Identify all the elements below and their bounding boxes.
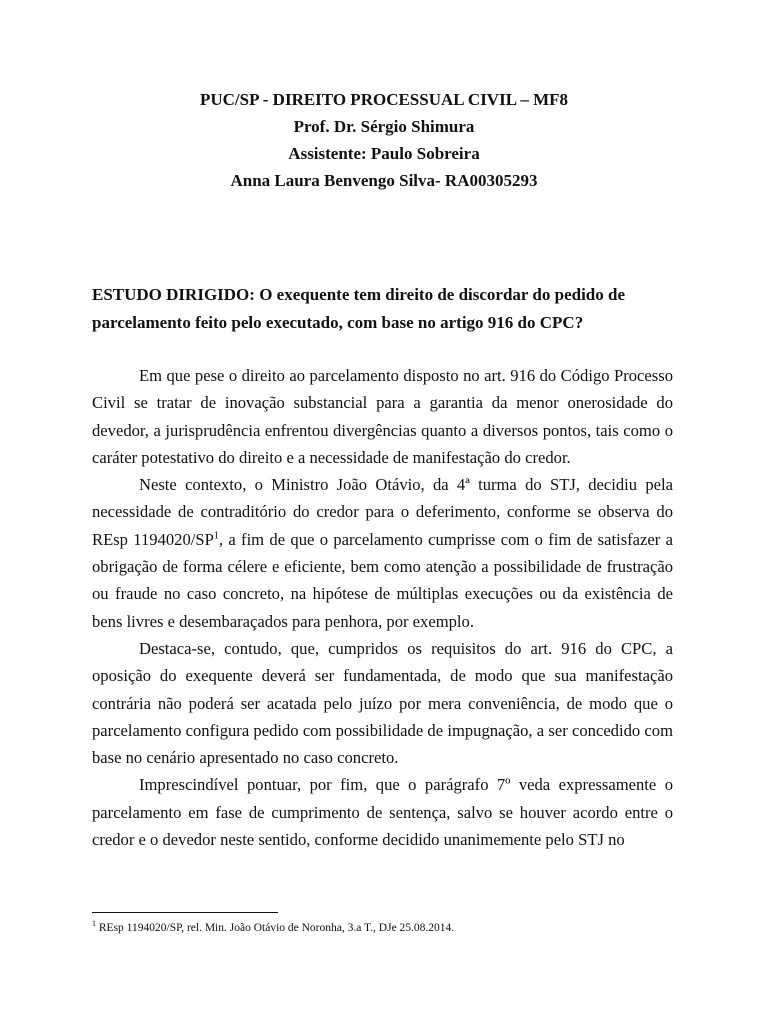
paragraph-4: Imprescindível pontuar, por fim, que o parágrafo 7º veda expressamente o parcelamento em fase de cumprimento de sentença, salvo se houver acordo entre o credor e o devedor neste sentido, conforme decidido unanimemente pelo STJ no <box>92 775 673 850</box>
footnote-text: REsp 1194020/SP, rel. Min. João Otávio de Noronha, 3.a T., DJe 25.08.2014. <box>96 922 455 934</box>
document-body <box>92 362 673 853</box>
professor-name: Prof. Dr. Sérgio Shimura <box>293 117 475 136</box>
paragraph-2-text-end: , a fim de que o parcelamento cumprisse com o fim de satisfazer a obrigação de forma célere e eficiente, bem como atenção a possibilidade de frustração ou fraude no caso concreto, na hipótese de múltiplas execuções ou da existência de bens livres e desembaraçados para penhora, por exemplo. <box>92 529 674 631</box>
document-header <box>0 86 768 194</box>
paragraph-3: Destaca-se, contudo, que, cumpridos os requisitos do art. 916 do CPC, a oposição do exequente deverá ser fundamentada, de modo que sua manifestação contrária não poderá ser acatada pelo juízo por mera conveniência, de modo que o parcelamento configura pedido com possibilidade de impugnação, a ser concedido com base no cenário apresentado no caso concreto. <box>92 638 673 768</box>
study-question: ESTUDO DIRIGIDO: O exequente tem direito de discordar do pedido de parcelamento feito pelo executado, com base no artigo 916 do CPC? <box>92 285 626 332</box>
student-name: Anna Laura Benvengo Silva- RA00305293 <box>230 171 538 190</box>
paragraph-1: Em que pese o direito ao parcelamento disposto no art. 916 do Código Processo Civil se tratar de inovação substancial para a garantia da menor onerosidade do devedor, a jurisprudência enfrentou divergências quanto a diversos pontos, tais como o caráter potestativo do direito e a necessidade de manifestação do credor. <box>92 366 673 467</box>
footnote <box>92 920 692 936</box>
course-title: PUC/SP - DIREITO PROCESSUAL CIVIL – MF8 <box>199 90 569 109</box>
paragraph-2 <box>92 471 673 635</box>
paragraph-2-text-start: Neste contexto, o Ministro João Otávio, da 4ª turma do STJ, decidiu pela necessidade de contraditório do credor para o deferimento, conforme se observa do REsp 1194020/SP <box>92 475 673 549</box>
assistant-name: Assistente: Paulo Sobreira <box>288 144 480 163</box>
footnote-reference: 1 <box>213 530 219 542</box>
footnote-marker: 1 <box>92 919 96 929</box>
footnote-separator <box>92 912 278 913</box>
